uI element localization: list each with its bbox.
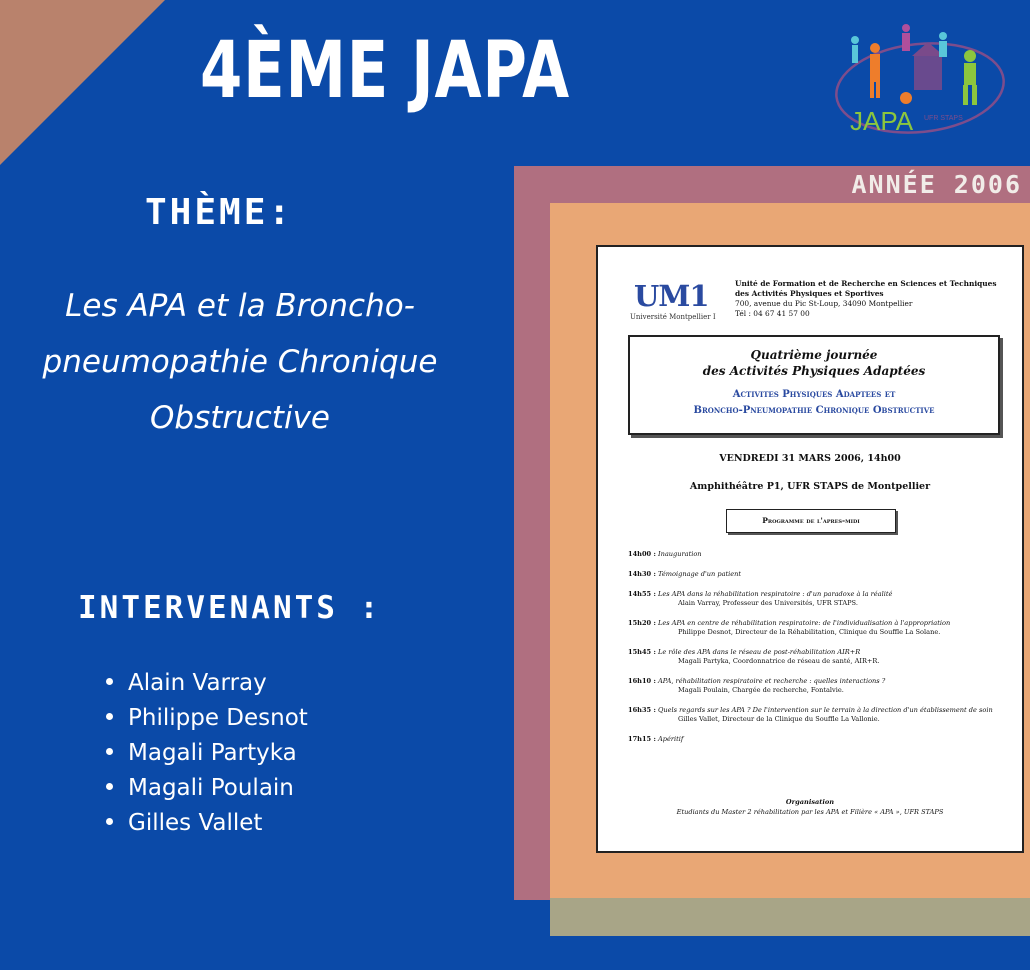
program-item: 15h20 : Les APA en centre de réhabilitation respiratoire: de l'individualisation à l'appropriation Philippe Desnot, Directeur de la Réhabilitation, Clinique du Souffle La Solane. (628, 619, 951, 636)
page-title: 4ÈME JAPA (200, 26, 571, 116)
bullet-icon (106, 818, 113, 825)
bullet-icon (106, 713, 113, 720)
program-item: 15h45 : Le rôle des APA dans le réseau de post-réhabilitation AIR+R Magali Partyka, Coordonnatrice de réseau de santé, AIR+R. (628, 648, 880, 665)
program-item: 16h10 : APA, réhabilitation respiratoire et recherche : quelles interactions ? Magali Poulain, Chargée de recherche, Fontalvie. (628, 677, 886, 694)
corner-decoration (0, 0, 165, 165)
program-item: 14h00 : Inauguration (628, 550, 702, 558)
list-item (106, 806, 308, 841)
program-document (596, 245, 1024, 853)
logo-text: JAPA (850, 106, 914, 136)
list-item (106, 771, 308, 806)
theme-text: Les APA et la Broncho-pneumopathie Chronique Obstructive (42, 288, 438, 436)
organisation-text: Etudiants du Master 2 réhabilitation par les APA et Filière « APA », UFR STAPS (676, 808, 944, 816)
program-heading: Programme de l'apres-midi (726, 509, 896, 533)
theme-label: THÈME: (145, 192, 294, 233)
speaker-name: Magali Poulain (128, 775, 294, 801)
speakers-label: INTERVENANTS : (78, 590, 382, 626)
institution-block (735, 279, 1005, 319)
bullet-icon (106, 678, 113, 685)
speaker-name: Gilles Vallet (128, 810, 263, 836)
institution-phone: Tél : 04 67 41 57 00 (735, 309, 810, 318)
list-item (106, 736, 308, 771)
program-item: 14h30 : Témoignage d'un patient (628, 570, 742, 578)
event-title-box (628, 335, 1000, 435)
japa-logo (828, 16, 1008, 146)
event-venue: Amphithéâtre P1, UFR STAPS de Montpellier (689, 481, 931, 492)
list-item (106, 666, 308, 701)
organisation-title: Organisation (785, 798, 835, 806)
speakers-list (106, 666, 308, 841)
organisation-block (598, 797, 1022, 817)
list-item (106, 701, 308, 736)
um1-logo: UM1 (634, 279, 709, 313)
speaker-name: Alain Varray (128, 670, 267, 696)
program-item: 16h35 : Quels regards sur les APA ? De l'intervention sur le terrain à la direction d'un établissement de soin Gilles Vallet, Directeur de la Clinique du Souffle La Vallonie. (628, 706, 993, 723)
institution-name: Unité de Formation et de Recherche en Sciences et Techniques des Activités Physiques et Sportives (735, 279, 997, 298)
program-item: 17h15 : Apéritif (628, 735, 684, 743)
logo-subtext: UFR STAPS (924, 115, 963, 122)
program-list (628, 550, 1002, 755)
bullet-icon (106, 783, 113, 790)
institution-address: 700, avenue du Pic St-Loup, 34090 Montpellier (735, 299, 913, 308)
um1-subtitle: Université Montpellier I (630, 313, 716, 321)
event-title: Quatrième journée des Activités Physiques Adaptées (702, 348, 926, 378)
event-topic: Activites Physiques Adaptees et Broncho-Pneumopathie Chronique Obstructive (693, 389, 935, 416)
program-item: 14h55 : Les APA dans la réhabilitation respiratoire : d'un paradoxe à la réalité Alain Varray, Professeur des Universités, UFR STAPS. (628, 590, 893, 607)
year-label: ANNÉE 2006 (851, 170, 1022, 199)
speaker-name: Philippe Desnot (128, 705, 308, 731)
bullet-icon (106, 748, 113, 755)
speaker-name: Magali Partyka (128, 740, 297, 766)
event-date: VENDREDI 31 MARS 2006, 14h00 (719, 453, 901, 464)
